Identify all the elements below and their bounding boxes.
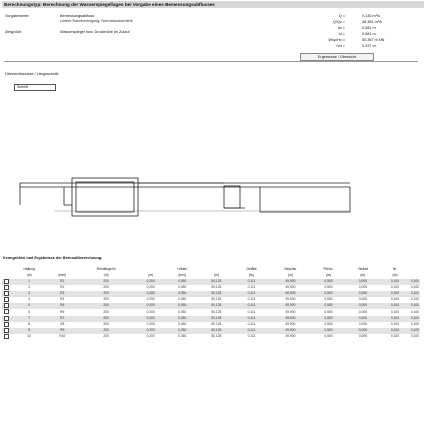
col-header: Fließz. <box>323 267 334 271</box>
default-values-label: Vorgabewerte: <box>5 14 30 18</box>
table-cell: 200 <box>76 279 136 285</box>
checkbox-icon[interactable] <box>4 316 9 321</box>
table-cell: 0,100 <box>410 297 419 302</box>
table-cell: 0,100 <box>390 321 400 326</box>
table-cell: 200 <box>103 309 109 314</box>
table-cell: 6 <box>28 309 31 314</box>
table-cell: 50,125 <box>199 291 234 297</box>
table-cell: 0,100 <box>390 297 400 302</box>
unit-cell: (mm) <box>58 272 67 277</box>
param-hd-label: h/d = <box>336 44 345 48</box>
table-cell: 0,200 <box>136 291 165 297</box>
table-cell: 0,111 <box>234 316 270 322</box>
table-cell: 0,050 <box>165 291 199 297</box>
checkbox-icon[interactable] <box>4 297 9 302</box>
col-header: Gefälle <box>246 267 257 271</box>
table-cell: 200 <box>76 328 136 334</box>
table-cell: 0,200 <box>146 297 155 302</box>
table-cell: 0,200 <box>146 309 155 314</box>
table-cell: 49,900 <box>285 321 296 326</box>
table-cell: 0,100 <box>380 303 410 309</box>
param-q-value: 0,130 m³/s <box>362 14 380 18</box>
table-cell: 50,125 <box>211 321 222 326</box>
param-qqv-label: Q/Qv = <box>332 20 345 24</box>
param-hd-value: 0,337 m <box>362 44 376 48</box>
table-cell: 50,125 <box>199 328 234 334</box>
table-cell: 0,005 <box>346 279 381 285</box>
param-hv-label: hv = <box>337 26 345 30</box>
table-cell: 50,125 <box>199 316 234 322</box>
checkbox-icon[interactable] <box>4 328 9 333</box>
table-cell: 0,050 <box>178 321 187 326</box>
table-cell: 0,005 <box>346 303 381 309</box>
table-cell: R4 <box>60 297 65 302</box>
unit-cell: (m) <box>287 272 293 277</box>
calculation-type-header: Berechnungstyp: Berechnung der Wasserspiegellagen bei Vorgabe eines Bemessungsabflusses <box>2 1 424 8</box>
table-cell: 8 <box>28 321 31 326</box>
table-cell: 0,005 <box>358 297 367 302</box>
table-cell: 0,111 <box>234 279 270 285</box>
checkbox-icon[interactable] <box>4 334 9 339</box>
table-cell: 0,005 <box>346 328 381 334</box>
row-checkbox[interactable] <box>2 334 10 340</box>
checkbox-icon[interactable] <box>4 291 9 296</box>
table-cell: 200 <box>76 291 136 297</box>
table-cell: 0,005 <box>358 321 367 326</box>
table-cell: 0,050 <box>165 328 199 334</box>
table-cell: 0,050 <box>165 316 199 322</box>
table-cell: 49,900 <box>285 284 296 289</box>
table-cell: 0,111 <box>247 284 256 289</box>
table-cell: 50,125 <box>211 297 222 302</box>
table-cell: 10 <box>27 334 31 339</box>
table-cell: 200 <box>76 303 136 309</box>
table-cell: 2 <box>28 284 31 289</box>
col-header: Höhen <box>177 267 188 271</box>
unit-cell: (m) <box>148 272 154 277</box>
col-header: Nr. <box>392 267 398 271</box>
col-header: Rohrlänge/m <box>96 267 116 271</box>
table-cell: R6 <box>60 309 65 314</box>
table-cell: 0,111 <box>247 297 256 302</box>
col-header: Haltung <box>23 267 35 271</box>
table-cell: R2 <box>60 284 65 289</box>
table-cell: 0,050 <box>178 297 187 302</box>
target-quantity-label: Zielgröße: <box>5 30 23 34</box>
table-cell: 50,125 <box>211 309 222 314</box>
table-cell: 0,100 <box>390 284 400 289</box>
table-cell: 0,100 <box>390 334 400 339</box>
table-cell: 0,500 <box>324 321 333 326</box>
unit-cell: (m) <box>26 272 32 277</box>
unit-cell: (m) <box>325 272 331 277</box>
table-cell: 0,005 <box>358 284 367 289</box>
table-cell: 0,111 <box>234 328 270 334</box>
param-io-label: Io = <box>338 32 345 36</box>
col-header: Geschw. <box>284 267 297 271</box>
table-cell: 49,900 <box>285 297 296 302</box>
table-cell: 200 <box>103 284 109 289</box>
table-cell: 200 <box>103 321 109 326</box>
table-cell: 0,500 <box>311 316 345 322</box>
table-cell: 0,100 <box>410 291 419 296</box>
col-header: Verlust <box>357 267 368 271</box>
param-wsp-value: 50,357 m NN <box>362 38 385 42</box>
param-io-value: 0,081 m <box>362 32 376 36</box>
boundary-condition-label: Untere Randbedingung: Normalwassertiefe <box>60 19 133 23</box>
table-cell: R9 <box>48 328 76 334</box>
table-cell: 50,125 <box>199 279 234 285</box>
table-cell: 0,050 <box>178 284 187 289</box>
results-overview-button[interactable]: Ergebnisse / Übersicht <box>300 53 374 61</box>
table-cell: 5 <box>10 303 48 309</box>
table-cell: 49,900 <box>269 316 311 322</box>
table-cell: 0,050 <box>165 303 199 309</box>
unit-cell: (m) <box>392 272 398 277</box>
table-cell: 0,100 <box>380 291 410 297</box>
checkbox-icon[interactable] <box>4 309 9 314</box>
checkbox-icon[interactable] <box>4 285 9 290</box>
table-cell: R5 <box>48 303 76 309</box>
table-cell: R3 <box>48 291 76 297</box>
param-wsp-label: Wsp/Hv = <box>328 38 345 42</box>
table-cell: 0,200 <box>146 284 155 289</box>
table-cell: 0,100 <box>410 328 419 333</box>
table-cell: 0,100 <box>410 303 419 308</box>
table-cell: 200 <box>103 297 109 302</box>
table-cell: 0,500 <box>311 328 345 334</box>
table-cell: 0,100 <box>410 284 419 289</box>
table-cell: 4 <box>28 297 31 302</box>
table-cell: 0,100 <box>380 279 410 285</box>
table-cell: 0,100 <box>410 334 419 339</box>
table-cell: 0,100 <box>410 315 419 320</box>
table-cell: 0,111 <box>247 334 256 339</box>
table-cell: 0,111 <box>247 321 256 326</box>
param-q-label: Q = <box>338 14 345 18</box>
table-cell: 0,050 <box>178 309 187 314</box>
table-cell: 0,500 <box>324 284 333 289</box>
table-cell: 0,100 <box>390 309 400 314</box>
param-qqv-value: 48,381 m³/h <box>362 20 383 24</box>
table-cell: R8 <box>60 321 65 326</box>
table-cell: 0,200 <box>136 316 165 322</box>
table-cell: 9 <box>10 328 48 334</box>
table-cell: 0,200 <box>136 279 165 285</box>
table-cell: 50,125 <box>211 284 222 289</box>
unit-cell: (‰) <box>248 272 255 277</box>
table-cell: 0,100 <box>380 328 410 334</box>
unit-cell: (m) <box>360 272 366 277</box>
table-cell: 0,500 <box>311 291 345 297</box>
design-discharge-label: Bemessungsabfluss: <box>60 14 96 18</box>
checkbox-icon[interactable] <box>4 322 9 327</box>
results-table <box>2 267 420 340</box>
table-row[interactable] <box>2 334 420 340</box>
unit-cell: (m/s) <box>178 272 186 277</box>
table-cell: 0,111 <box>247 309 256 314</box>
table-cell: R10 <box>59 334 66 339</box>
table-cell: 0,111 <box>234 303 270 309</box>
table-cell: 7 <box>10 316 48 322</box>
table-cell: R1 <box>48 279 76 285</box>
table-cell: 0,100 <box>410 321 419 326</box>
table-cell: 0,005 <box>358 309 367 314</box>
table-cell: R7 <box>48 316 76 322</box>
table-title: Kenngrößen und Ergebnisse der Bernoulliberechnung: <box>3 256 103 260</box>
table-cell: 49,900 <box>269 303 311 309</box>
table-cell: 0,500 <box>324 334 333 339</box>
table-cell: 49,900 <box>269 328 311 334</box>
table-cell: 49,900 <box>285 334 296 339</box>
table-cell: 0,005 <box>346 316 381 322</box>
table-cell: 0,200 <box>146 334 155 339</box>
table-cell: 0,500 <box>324 309 333 314</box>
table-cell: 0,111 <box>234 291 270 297</box>
unit-cell: (m) <box>213 272 219 277</box>
unit-cell: (m) <box>103 272 109 277</box>
table-cell: 200 <box>76 316 136 322</box>
checkbox-icon[interactable] <box>4 303 9 308</box>
table-cell: 0,500 <box>311 279 345 285</box>
table-cell: 3 <box>10 291 48 297</box>
table-cell: 0,200 <box>136 328 165 334</box>
table-cell: 0,100 <box>380 316 410 322</box>
table-cell: 0,500 <box>324 297 333 302</box>
table-cell: 49,900 <box>285 309 296 314</box>
checkbox-icon[interactable] <box>4 279 9 284</box>
table-body <box>2 279 420 341</box>
table-cell: 0,050 <box>178 334 187 339</box>
table-cell: 0,005 <box>358 334 367 339</box>
table-cell: 0,100 <box>410 278 419 283</box>
table-cell: 49,900 <box>269 279 311 285</box>
section-select[interactable]: Schnitt <box>14 84 56 91</box>
target-quantity-value: Wasserspiegel bzw. Druckhöhe im Zulauf <box>60 30 130 34</box>
table-cell: 0,200 <box>146 321 155 326</box>
param-hv-value: 0,081 m <box>362 26 376 30</box>
table-cell: 50,125 <box>199 303 234 309</box>
table-cell: 0,050 <box>165 279 199 285</box>
table-cell: 50,125 <box>211 334 222 339</box>
section-view-label: Übersichtsskizze / Längsschnitt: <box>5 72 60 76</box>
table-cell: 49,900 <box>269 291 311 297</box>
table-cell: 200 <box>103 334 109 339</box>
table-cell: 0,005 <box>346 291 381 297</box>
table-cell: 0,500 <box>311 303 345 309</box>
table-cell: 0,100 <box>410 309 419 314</box>
table-cell: 0,200 <box>136 303 165 309</box>
table-cell: 1 <box>10 279 48 285</box>
